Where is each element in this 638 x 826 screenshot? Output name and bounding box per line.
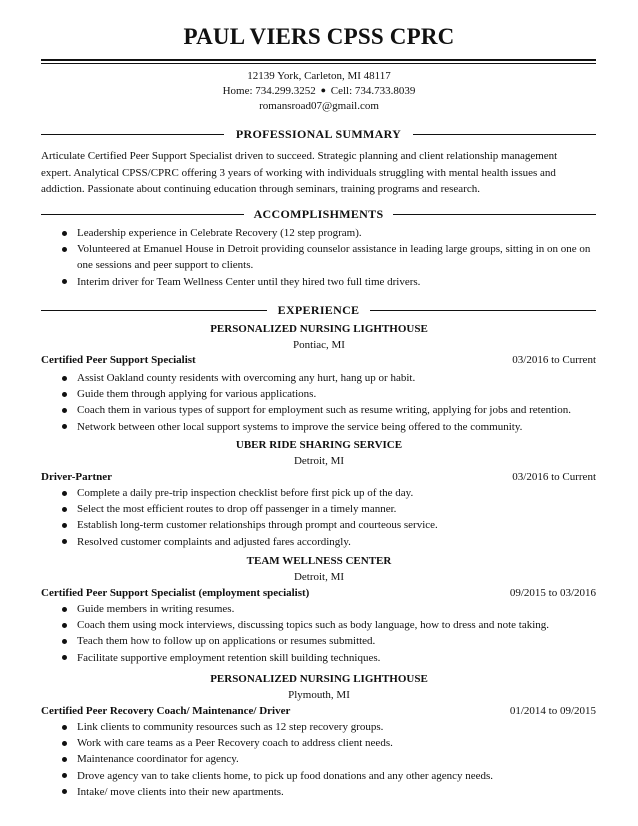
bullet-icon — [62, 279, 67, 284]
summary-line: addiction. Passionate about continuing education through seminars, training programs and research. — [41, 183, 480, 195]
list-item: Leadership experience in Celebrate Recovery (12 step program). — [77, 225, 597, 241]
job-employer: TEAM WELLNESS CENTER — [246, 555, 392, 567]
bullet-icon — [62, 789, 67, 794]
job-employer: PERSONALIZED NURSING LIGHTHOUSE — [210, 323, 428, 335]
list-item: Link clients to community resources such as 12 step recovery groups. — [77, 719, 597, 735]
job-title: Certified Peer Support Specialist — [41, 354, 196, 366]
bullet-icon — [62, 231, 67, 236]
job-location: Plymouth, MI — [288, 689, 350, 701]
list-item: Teach them how to follow up on applications or resumes submitted. — [77, 633, 597, 649]
list-item: Facilitate supportive employment retention skill building techniques. — [77, 650, 597, 666]
job-duties-list — [77, 485, 597, 550]
job-dates: 03/2016 to Current — [512, 471, 596, 483]
home-phone: Home: 734.299.3252 — [222, 85, 316, 97]
cell-phone: Cell: 734.733.8039 — [330, 85, 416, 97]
bullet-icon — [62, 725, 67, 730]
summary-text — [41, 148, 596, 198]
job-location: Pontiac, MI — [293, 339, 345, 351]
bullet-icon — [62, 639, 67, 644]
bullet-icon — [62, 539, 67, 544]
list-item: Complete a daily pre-trip inspection checklist before first pick up of the day. — [77, 485, 597, 501]
bullet-icon — [62, 741, 67, 746]
bullet-icon — [62, 408, 67, 413]
section-title: PROFESSIONAL SUMMARY — [235, 127, 402, 141]
list-item: Resolved customer complaints and adjusted fares accordingly. — [77, 534, 597, 550]
list-item: Guide members in writing resumes. — [77, 601, 597, 617]
list-item: Establish long-term customer relationships through prompt and courteous service. — [77, 517, 597, 533]
bullet-icon — [62, 523, 67, 528]
bullet-icon — [62, 507, 67, 512]
list-item: Guide them through applying for various applications. — [77, 386, 597, 402]
job-employer: PERSONALIZED NURSING LIGHTHOUSE — [210, 673, 428, 685]
list-item: Coach them in various types of support for employment such as resume writing, applying for jobs and retention. — [77, 402, 597, 418]
bullet-icon — [62, 376, 67, 381]
list-item: Network between other local support systems to improve the service being offered to the community. — [77, 419, 597, 435]
list-item: Intake/ move clients into their new apartments. — [77, 784, 597, 800]
bullet-separator-icon: ● — [320, 85, 326, 95]
list-item: Assist Oakland county residents with overcoming any hurt, hang up or habit. — [77, 370, 597, 386]
accomplishments-list — [77, 225, 597, 290]
name-divider-thin — [41, 63, 596, 64]
list-item: Coach them using mock interviews, discussing topics such as body language, how to dress and note taking. — [77, 617, 597, 633]
list-item: Volunteered at Emanuel House in Detroit providing counselor assistance in leading large groups, sitting in on one on one sessions and peer support to clients. — [77, 241, 597, 273]
bullet-icon — [62, 655, 67, 660]
candidate-name: PAUL VIERS CPSS CPRC — [183, 24, 455, 49]
job-title: Driver-Partner — [41, 471, 113, 483]
section-experience — [41, 302, 596, 318]
job-duties-list — [77, 370, 597, 435]
list-item: Work with care teams as a Peer Recovery coach to address client needs. — [77, 735, 597, 751]
bullet-icon — [62, 491, 67, 496]
list-item: Drove agency van to take clients home, to pick up food donations and any other agency needs. — [77, 768, 597, 784]
bullet-icon — [62, 623, 67, 628]
list-item: Select the most efficient routes to drop off passenger in a timely manner. — [77, 501, 597, 517]
list-item: Interim driver for Team Wellness Center until they hired two full time drivers. — [77, 274, 597, 290]
section-title: EXPERIENCE — [277, 303, 360, 317]
summary-line: expert. Analytical CPSS/CPRC offering 3 years of working with individuals struggling with mental health issues and — [41, 166, 556, 179]
job-location: Detroit, MI — [293, 455, 345, 467]
bullet-icon — [62, 757, 67, 762]
job-duties-list — [77, 719, 597, 800]
section-title: ACCOMPLISHMENTS — [253, 207, 384, 221]
job-title: Certified Peer Recovery Coach/ Maintenance/ Driver — [41, 705, 291, 717]
section-professional-summary — [41, 126, 596, 142]
job-dates: 03/2016 to Current — [512, 354, 596, 366]
contact-address: 12139 York, Carleton, MI 48117 — [247, 70, 391, 82]
bullet-icon — [62, 773, 67, 778]
contact-email: romansroad07@gmail.com — [259, 100, 379, 112]
job-duties-list — [77, 601, 597, 666]
job-employer: UBER RIDE SHARING SERVICE — [235, 439, 403, 451]
job-title: Certified Peer Support Specialist (employment specialist) — [41, 587, 310, 599]
bullet-icon — [62, 392, 67, 397]
name-divider — [41, 59, 596, 61]
bullet-icon — [62, 247, 67, 252]
job-dates: 01/2014 to 09/2015 — [509, 705, 596, 717]
bullet-icon — [62, 424, 67, 429]
bullet-icon — [62, 607, 67, 612]
section-accomplishments — [41, 206, 596, 222]
summary-line: Articulate Certified Peer Support Specialist driven to succeed. Strategic planning and client relationship management — [41, 150, 558, 162]
list-item: Maintenance coordinator for agency. — [77, 751, 597, 767]
contact-phones — [0, 84, 638, 99]
job-location: Detroit, MI — [293, 571, 345, 583]
job-dates: 09/2015 to 03/2016 — [509, 587, 596, 599]
